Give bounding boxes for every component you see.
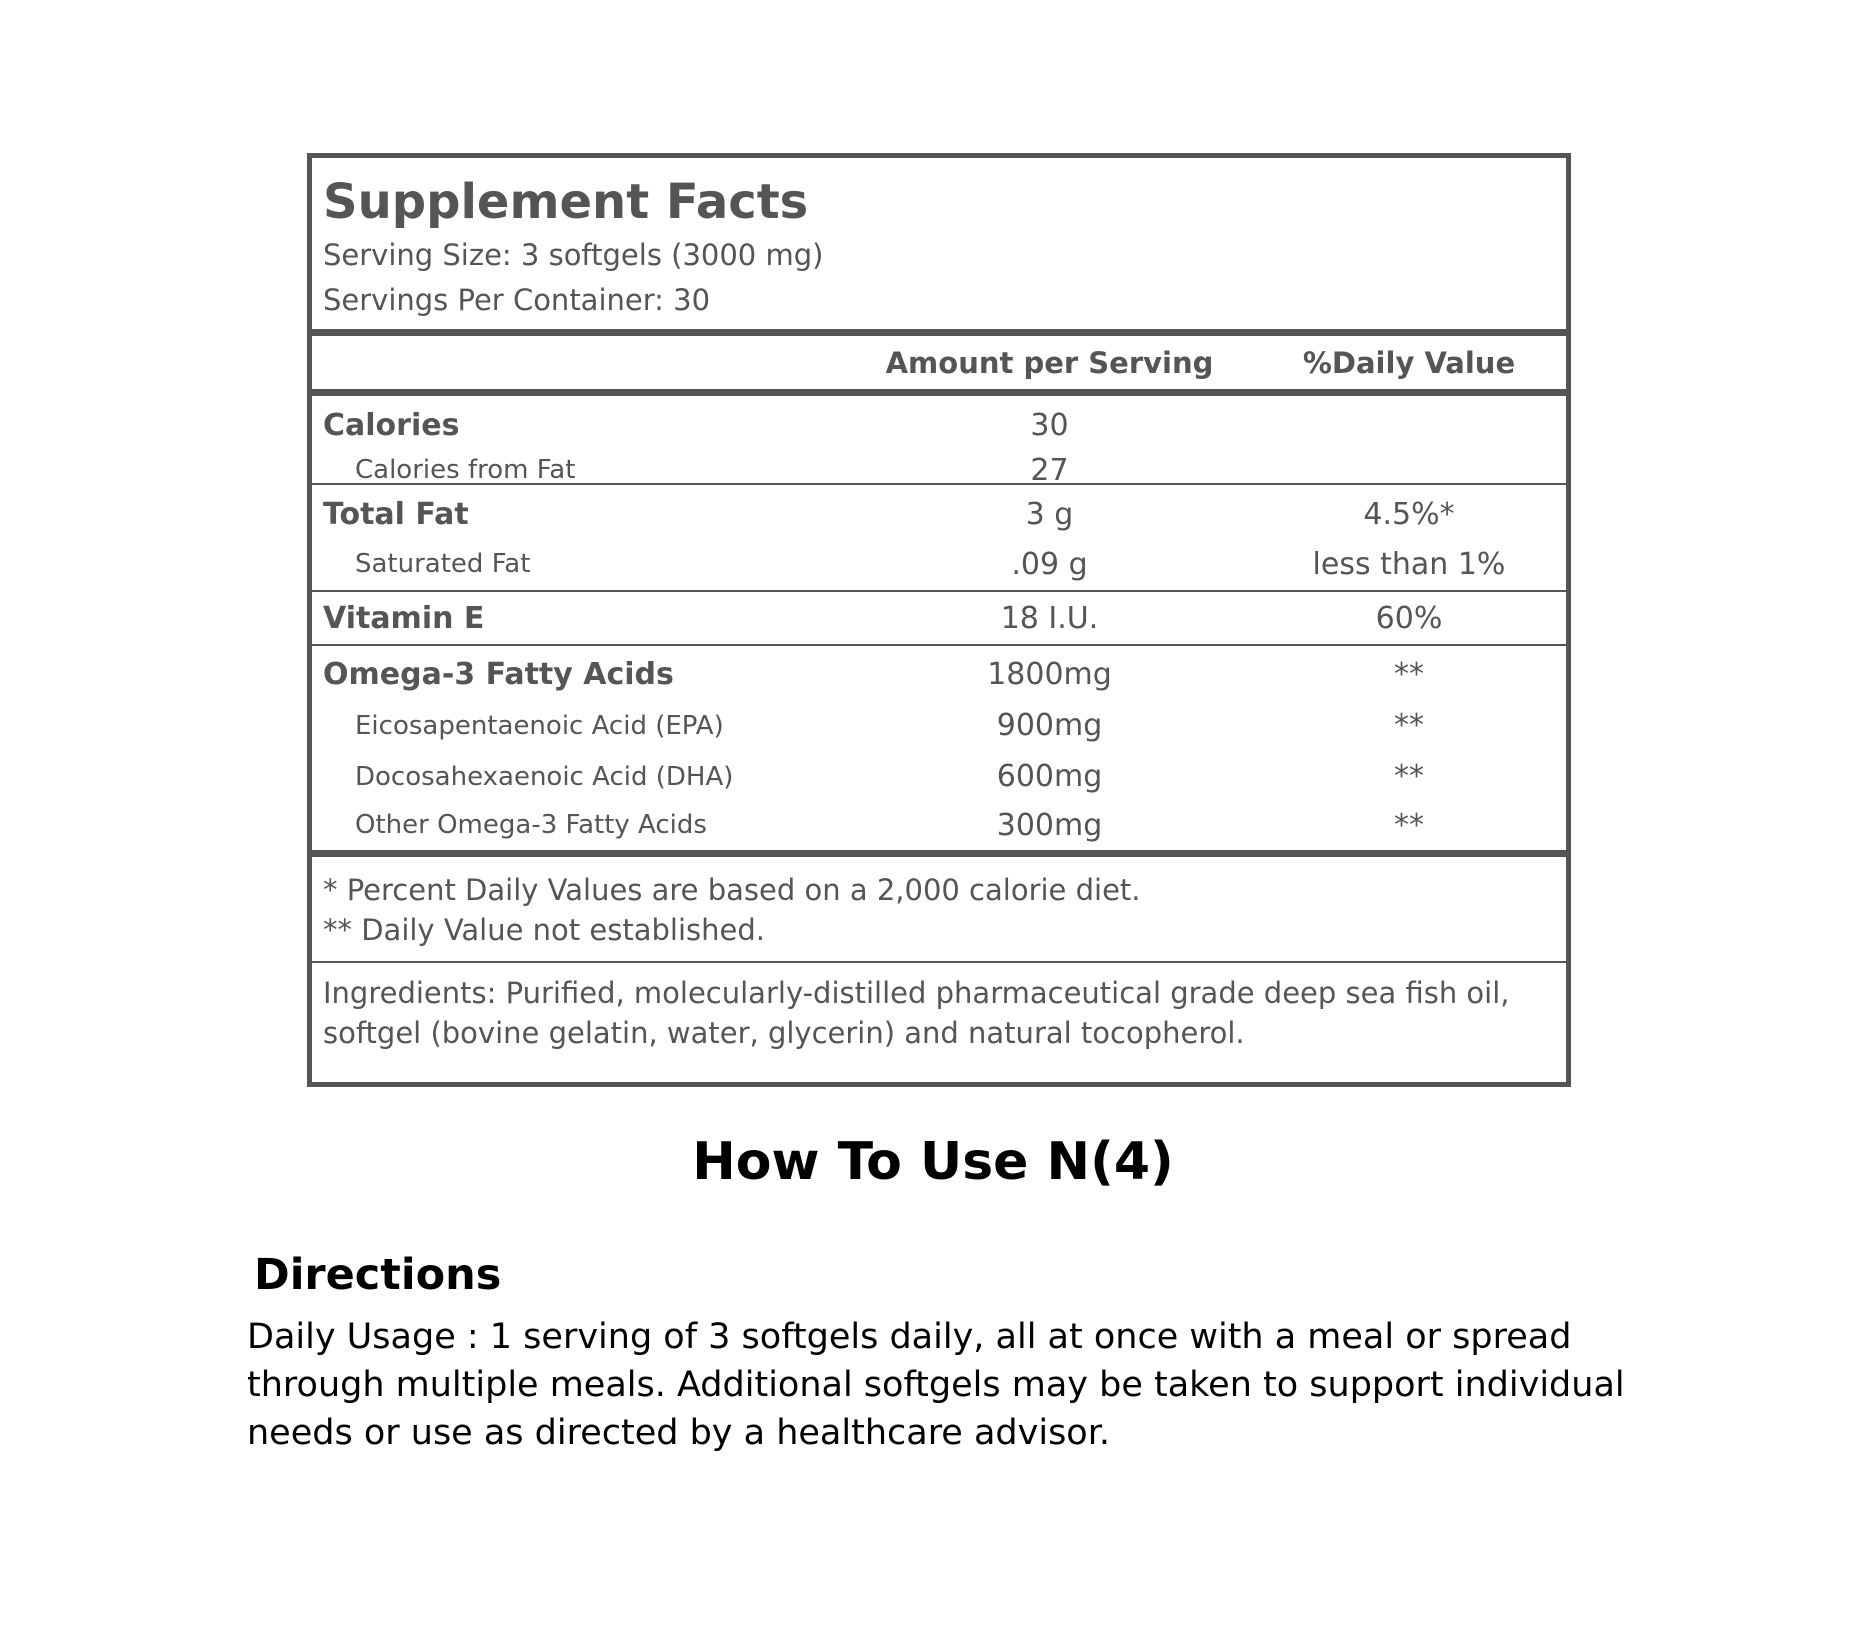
daily-value-header: %Daily Value — [1302, 345, 1516, 380]
nutrient-daily-value: 4.5%* — [1363, 496, 1455, 532]
nutrient-amount: 900mg — [996, 708, 1103, 743]
vitamin-e-group — [312, 592, 1566, 644]
facts-header — [312, 158, 1566, 329]
thick-divider — [312, 329, 1566, 336]
ingredients — [312, 963, 1566, 1053]
column-headers — [312, 336, 1566, 389]
nutrient-daily-value: ** — [1394, 656, 1424, 692]
calories-group — [312, 396, 1566, 488]
nutrient-name: Calories — [323, 407, 460, 443]
nutrient-daily-value: ** — [1394, 759, 1424, 794]
omega-3-group — [312, 646, 1566, 850]
facts-title: Supplement Facts — [323, 174, 809, 230]
nutrient-amount: 1800mg — [987, 656, 1112, 692]
nutrient-amount: 300mg — [996, 807, 1103, 843]
nutrient-amount: 600mg — [996, 759, 1103, 794]
table-row — [312, 648, 1566, 700]
table-row — [312, 700, 1566, 751]
nutrient-name: Omega-3 Fatty Acids — [323, 656, 674, 692]
table-row — [312, 802, 1566, 848]
serving-size: Serving Size: 3 softgels (3000 mg) — [323, 238, 824, 272]
nutrient-daily-value: 60% — [1375, 600, 1443, 636]
ingredients-line-1: Ingredients: Purified, molecularly-distilled pharmaceutical grade deep sea fish oil, — [323, 976, 1510, 1010]
nutrient-name: Other Omega-3 Fatty Acids — [355, 810, 707, 840]
footnote-not-established: ** Daily Value not established. — [323, 913, 765, 947]
directions-heading: Directions — [254, 1250, 502, 1300]
directions-line: through multiple meals. Additional softgels may be taken to support individual — [247, 1365, 1625, 1405]
servings-per-container: Servings Per Container: 30 — [323, 283, 711, 317]
footnote-daily-values: * Percent Daily Values are based on a 2,000 calorie diet. — [323, 873, 1141, 907]
nutrient-name: Saturated Fat — [355, 549, 531, 579]
directions-line: Daily Usage : 1 serving of 3 softgels daily, all at once with a meal or spread — [247, 1317, 1572, 1357]
nutrient-amount: .09 g — [1011, 546, 1088, 582]
nutrient-amount: 27 — [1030, 452, 1069, 488]
table-row — [312, 539, 1566, 589]
nutrient-amount: 30 — [1030, 407, 1069, 443]
nutrient-name: Calories from Fat — [355, 455, 576, 485]
nutrient-name: Eicosapentaenoic Acid (EPA) — [355, 710, 724, 741]
footnotes — [312, 857, 1566, 961]
table-row — [312, 489, 1566, 539]
table-row — [312, 751, 1566, 802]
nutrient-amount: 18 I.U. — [1000, 600, 1099, 636]
fat-group — [312, 485, 1566, 590]
nutrient-daily-value: ** — [1394, 807, 1424, 843]
nutrient-name: Vitamin E — [323, 600, 485, 636]
directions-text — [247, 1313, 1647, 1457]
supplement-facts-panel — [307, 153, 1571, 1087]
table-row — [312, 403, 1566, 447]
nutrient-name: Docosahexaenoic Acid (DHA) — [355, 761, 734, 792]
thick-divider — [312, 389, 1566, 396]
directions-line: needs or use as directed by a healthcare advisor. — [247, 1413, 1111, 1453]
nutrient-daily-value: ** — [1394, 708, 1424, 743]
nutrient-amount: 3 g — [1025, 496, 1074, 532]
thick-divider — [312, 850, 1566, 857]
how-to-use-title: How To Use N(4) — [692, 1132, 1174, 1192]
nutrient-name: Total Fat — [323, 496, 469, 532]
nutrient-daily-value: less than 1% — [1312, 546, 1506, 582]
table-row — [312, 592, 1566, 644]
amount-header: Amount per Serving — [885, 345, 1214, 380]
ingredients-line-2: softgel (bovine gelatin, water, glycerin) and natural tocopherol. — [323, 1016, 1245, 1050]
